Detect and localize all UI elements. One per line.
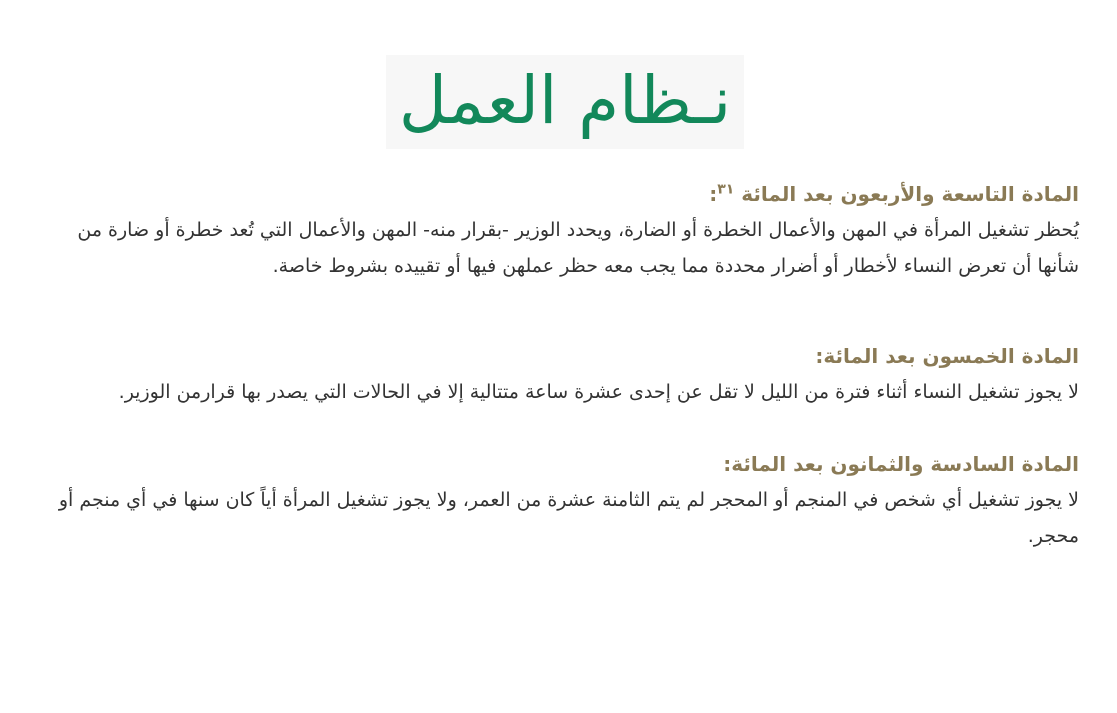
article-body: يُحظر تشغيل المرأة في المهن والأعمال الخطرة أو الضارة، ويحدد الوزير -بقرار منه- المهن والأعمال التي تُعد خطرة أو ضارة من شأنها أن تعرض النساء لأخطار أو أضرار محددة مما يجب معه حظر عملهن فيها أو تقييده بشروط خاصة. [77,219,1079,277]
article-150 [40,342,1079,410]
article-149 [40,180,1079,284]
footnote-reference[interactable]: ٣١ [717,181,735,198]
article-title-text: المادة التاسعة والأربعون بعد المائة [741,182,1079,206]
logo-banner [386,55,744,149]
document-content [40,180,1079,554]
article-body: لا يجوز تشغيل أي شخص في المنجم أو المحجر لم يتم الثامنة عشرة من العمر، ولا يجوز تشغيل المرأة أياً كان سنها في أي منجم أو محجر. [58,489,1079,547]
article-title [40,180,1079,208]
article-body: لا يجوز تشغيل النساء أثناء فترة من الليل لا تقل عن إحدى عشرة ساعة متتالية إلا في الحالات التي يصدر بها قرارمن الوزير. [118,381,1079,403]
article-title: المادة الخمسون بعد المائة: [815,344,1079,368]
article-title: المادة السادسة والثمانون بعد المائة: [723,452,1079,476]
logo-title: نـظام العمل [398,62,732,139]
article-title-colon: : [709,182,718,206]
article-186 [40,450,1079,554]
